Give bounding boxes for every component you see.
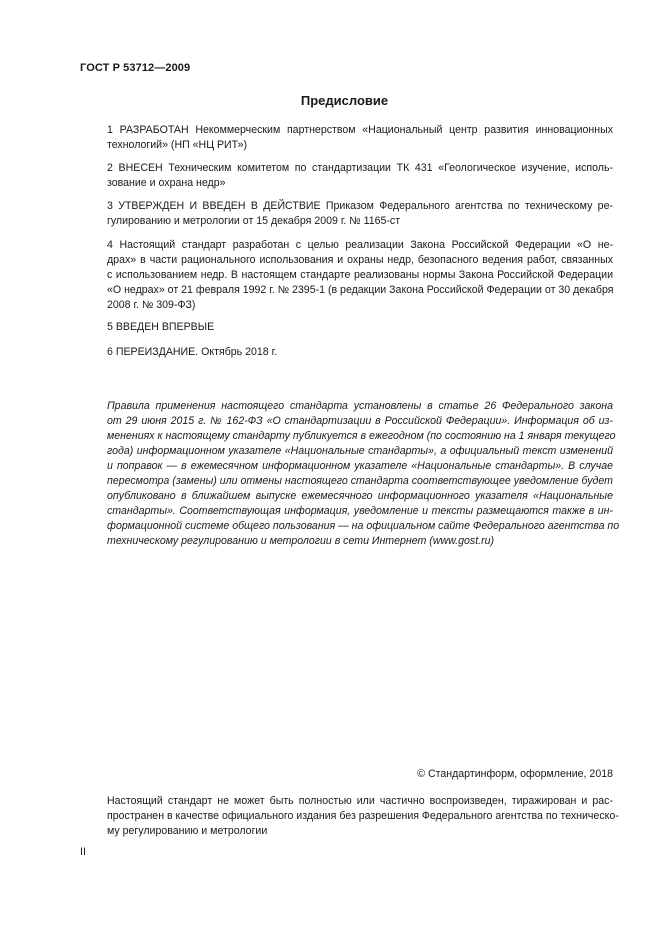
- foreword-item-3: [80, 199, 613, 229]
- page-number: II: [80, 846, 86, 858]
- text-line: «О недрах» от 21 февраля 1992 г. № 2395-1 (в редакции Закона Российской Федерации от 30 декабря: [107, 284, 614, 296]
- text-line: Правила применения настоящего стандарта установлены в статье 26 Федерального закона: [107, 400, 613, 412]
- text-line: му регулированию и метрологии: [107, 825, 268, 837]
- foreword-item-4: [80, 238, 613, 313]
- document-code: ГОСТ Р 53712—2009: [80, 62, 191, 74]
- text-line: 3 УТВЕРЖДЕН И ВВЕДЕН В ДЕЙСТВИЕ Приказом Федерального агентства по техническому ре-: [107, 200, 613, 212]
- text-line: 6 ПЕРЕИЗДАНИЕ. Октябрь 2018 г.: [107, 346, 278, 358]
- text-line: зование и охрана недр»: [107, 177, 226, 189]
- text-line: и поправок — в ежемесячном информационном указателе «Национальные стандарты». В случае: [107, 460, 613, 472]
- reproduction-rights-notice: [80, 794, 619, 839]
- text-line: от 29 июня 2015 г. № 162-ФЗ «О стандартизации в Российской Федерации». Информация об из-: [107, 415, 613, 427]
- text-line: 2008 г. № 309-ФЗ): [107, 299, 196, 311]
- text-line: гулированию и метрологии от 15 декабря 2009 г. № 1165-ст: [107, 215, 401, 227]
- foreword-item-2: [80, 161, 613, 191]
- text-line: менениях к настоящему стандарту публикуется в ежегодном (по состоянию на 1 января текущего: [107, 430, 616, 442]
- text-line: Настоящий стандарт не может быть полностью или частично воспроизведен, тиражирован и рас-: [107, 795, 613, 807]
- text-line: года) информационном указателе «Национальные стандарты», а официальный текст изменений: [107, 445, 613, 457]
- text-line: стандарты». Соответствующая информация, уведомление и тексты размещаются также в ин-: [107, 505, 613, 517]
- text-line: драх» в части рационального использования и охраны недр, безопасного ведения работ, связанных: [107, 254, 613, 266]
- page-title: Предисловие: [300, 93, 389, 108]
- foreword-item-5: [80, 320, 613, 335]
- text-line: техническому регулированию и метрологии в сети Интернет (www.gost.ru): [107, 535, 495, 547]
- standard-application-notice: [80, 399, 620, 549]
- text-line: опубликовано в ближайшем выпуске ежемесячного информационного указателя «Национальные: [107, 490, 613, 502]
- foreword-item-1: [80, 123, 613, 153]
- text-line: технологий» (НП «НЦ РИТ»): [107, 139, 248, 151]
- text-line: пересмотра (замены) или отмены настоящего стандарта соответствующее уведомление будет: [107, 475, 613, 487]
- text-line: 5 ВВЕДЕН ВПЕРВЫЕ: [107, 321, 215, 333]
- foreword-item-6: [80, 345, 613, 360]
- text-line: с использованием недр. В настоящем стандарте реализованы нормы Закона Российской Федерации: [107, 269, 613, 281]
- copyright-notice: © Стандартинформ, оформление, 2018: [417, 768, 613, 780]
- text-line: 2 ВНЕСЕН Техническим комитетом по стандартизации ТК 431 «Геологическое изучение, исполь-: [107, 162, 613, 174]
- text-line: 1 РАЗРАБОТАН Некоммерческим партнерством «Национальный центр развития инновационных: [107, 124, 613, 136]
- text-line: пространен в качестве официального издания без разрешения Федерального агентства по техническо-: [107, 810, 619, 822]
- text-line: 4 Настоящий стандарт разработан с целью реализации Закона Российской Федерации «О не-: [107, 239, 613, 251]
- text-line: формационной системе общего пользования — на официальном сайте Федерального агентства по: [107, 520, 620, 532]
